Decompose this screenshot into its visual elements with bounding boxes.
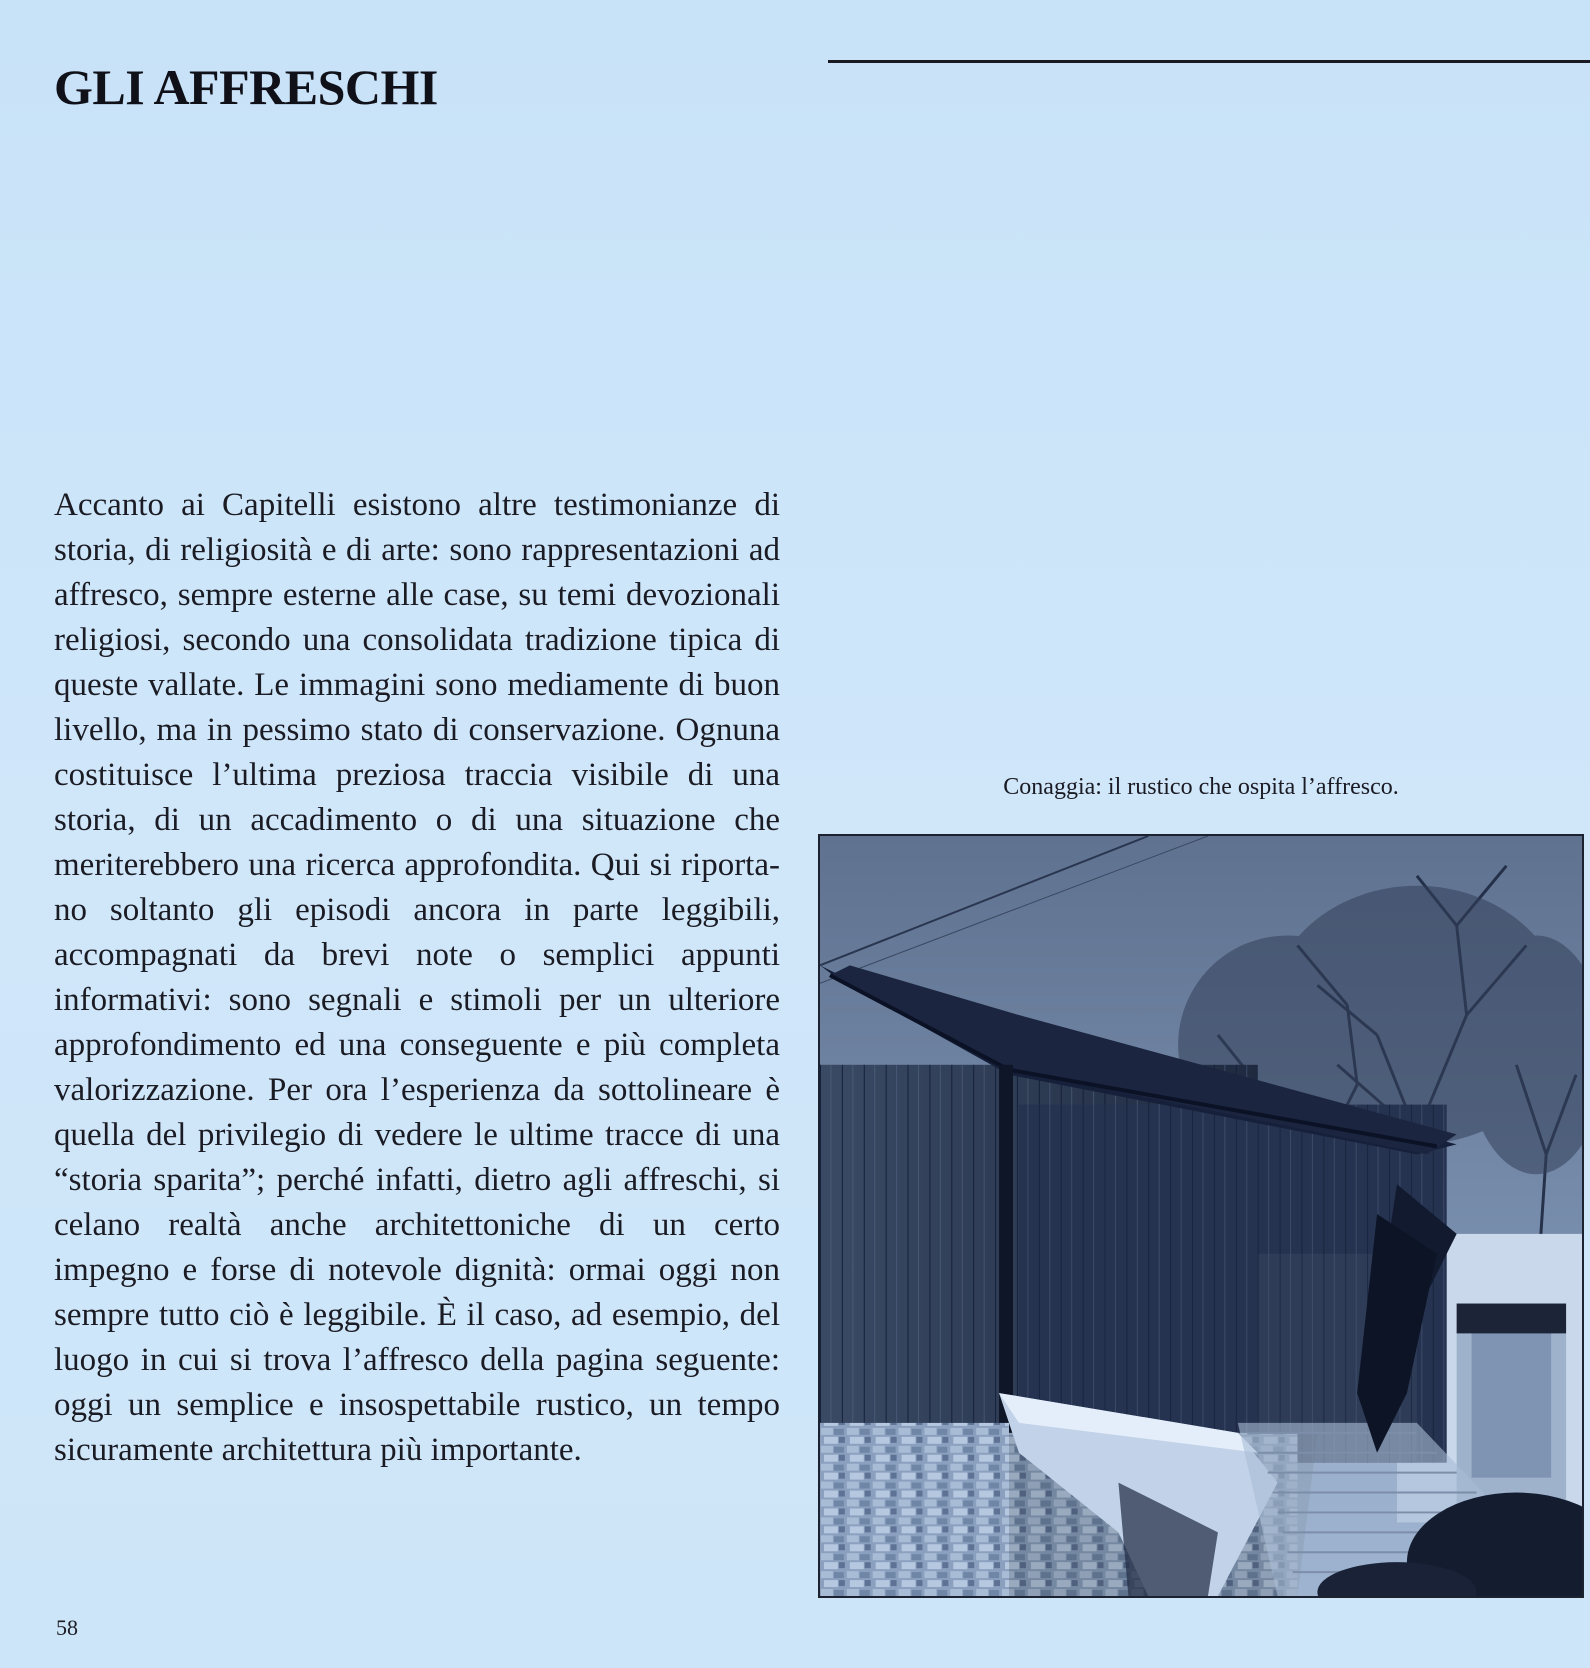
photo-caption: Conaggia: il rustico che ospita l’affresco. bbox=[1003, 774, 1399, 800]
body-paragraph: Accanto ai Capitelli esistono altre testimonianze di storia, di religiosità e di arte: sono rappresentazioni ad affresco, sempre esterne alle case, su temi devozionali religiosi, secondo una consolidata tradizione tipica di queste vallate. Le immagini sono mediamente di buon livello, ma in pessimo stato di conservazione. Ognuna costituisce l’ultima preziosa traccia visibile di una storia, di un accadimento o di una situazione che meriterebbero una ricerca approfondita. Qui si riportano soltanto gli episodi ancora in parte leggibili, accompagnati da brevi note o semplici appunti informativi: sono segnali e stimoli per un ulteriore approfondimento ed una conseguente e più completa valorizzazione. Per ora l’esperienza da sottolineare è quella del privilegio di vedere le ultime tracce di una “storia sparita”; perché infatti, dietro agli affreschi, si celano realtà anche architettoniche di un certo impegno e forse di notevole dignità: ormai oggi non sempre tutto ciò è leggibile. È il caso, ad esempio, del luogo in cui si trova l’affresco della pagina seguente: oggi un semplice e insospettabile rustico, un tempo sicuramente architettura più importante. bbox=[54, 487, 780, 1468]
rustic-barn-photo bbox=[818, 834, 1584, 1598]
header-rule bbox=[828, 60, 1590, 63]
page-number: 58 bbox=[56, 1615, 78, 1640]
section-title: GLI AFFRESCHI bbox=[54, 59, 438, 115]
